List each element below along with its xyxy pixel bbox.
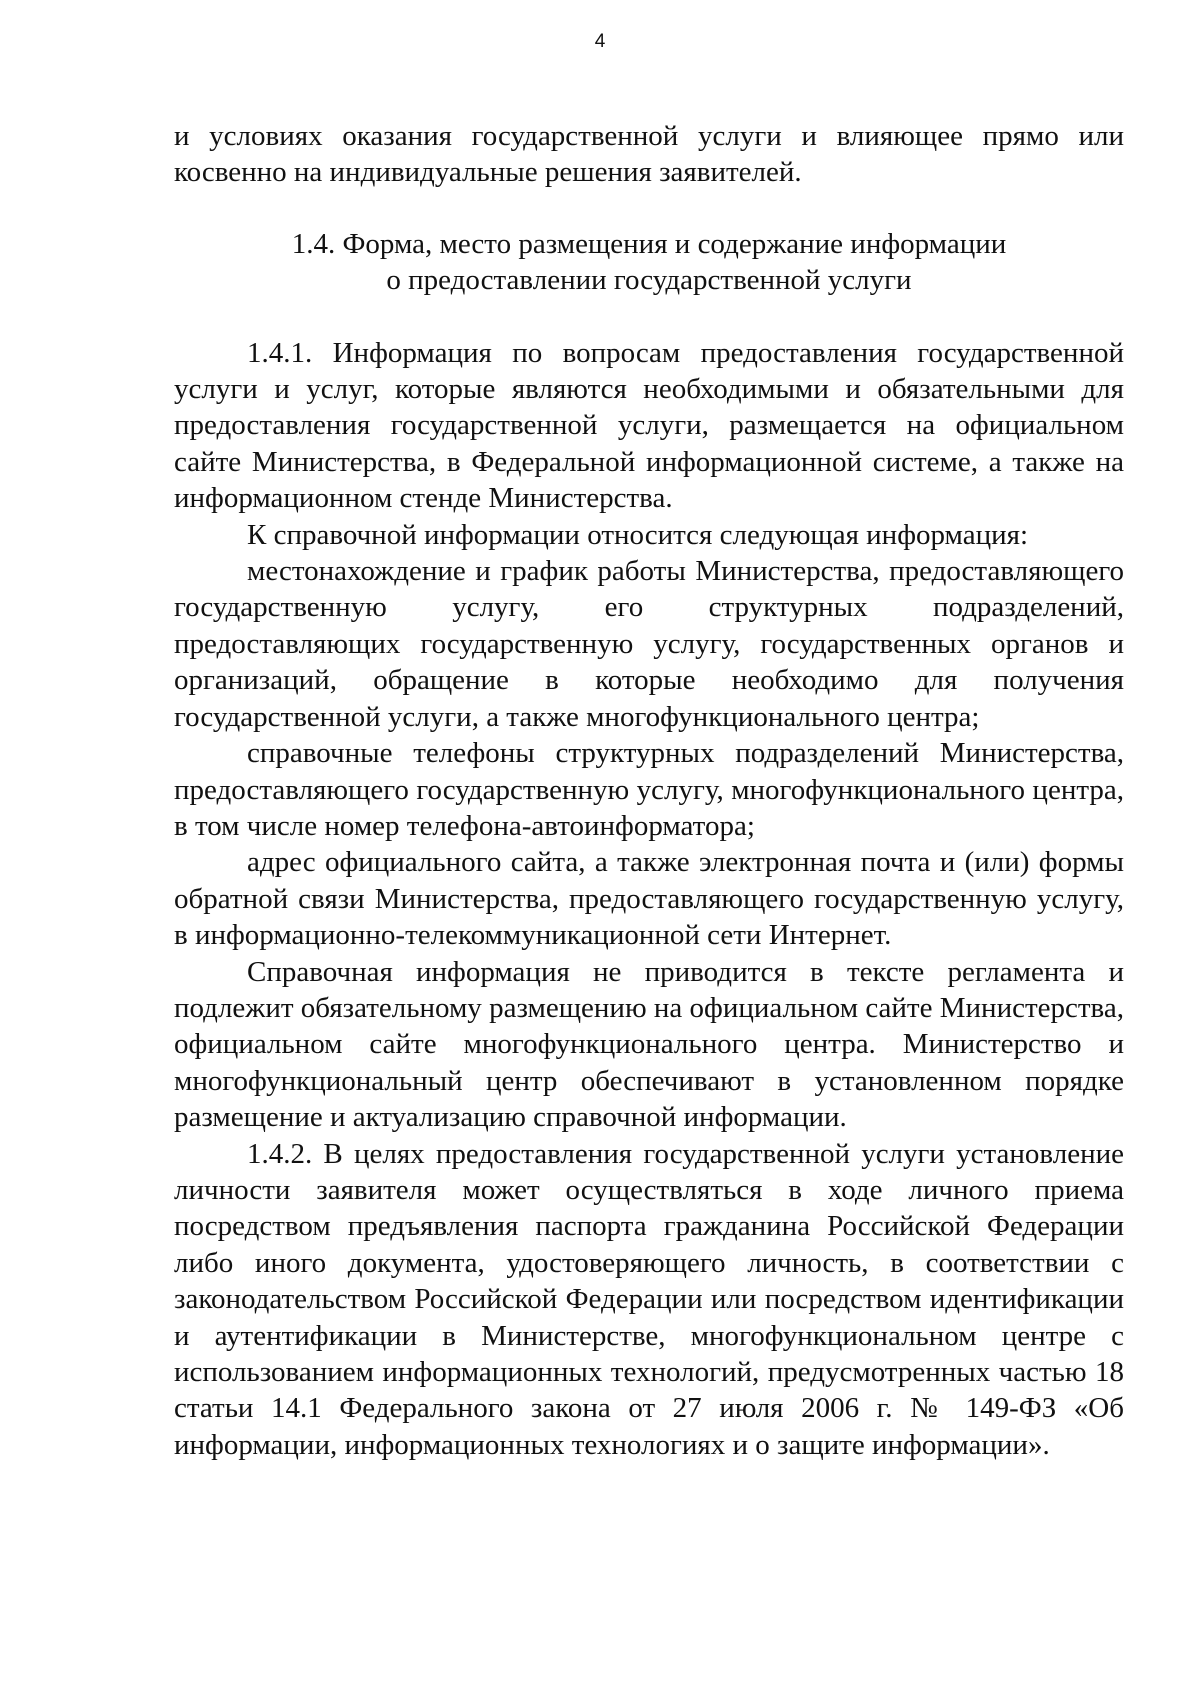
document-body xyxy=(174,118,1124,1463)
section-heading-line-1: 1.4. Форма, место размещения и содержание информации xyxy=(291,227,1007,260)
paragraph-reference-info-intro: К справочной информации относится следующая информация: xyxy=(247,518,1029,551)
page-number: 4 xyxy=(594,31,606,52)
paragraph-reference-phones: справочные телефоны структурных подразделений Министерства, предоставляющего государственную услугу, многофункционального центра, в том числе номер телефона-автоинформатора; xyxy=(174,737,1124,842)
section-heading-line-2: о предоставлении государственной услуги xyxy=(386,264,912,297)
paragraph-website-address: адрес официального сайта, а также электронная почта и (или) формы обратной связи Министерства, предоставляющего государственную услугу, в информационно-телекоммуникационной сети Интернет. xyxy=(174,846,1124,952)
paragraph-1-4-1: 1.4.1. Информация по вопросам предоставления государственной услуги и услуг, которые являются необходимыми и обязательными для предоставления государственной услуги, размещается на официальном сайте Министерства, в Федеральной информационной системе, а также на информационном стенде Министерства. xyxy=(174,336,1124,515)
section-heading xyxy=(174,226,1124,299)
paragraph-reference-placement: Справочная информация не приводится в тексте регламента и подлежит обязательному размещению на официальном сайте Министерства, официальном сайте многофункционального центра. Министерство и многофункциональный центр обеспечивают в установленном порядке размещение и актуализацию справочной информации. xyxy=(174,955,1124,1134)
paragraph-continuation: и условиях оказания государственной услуги и влияющее прямо или косвенно на индивидуальные решения заявителей. xyxy=(174,120,1124,189)
paragraph-location-schedule: местонахождение и график работы Министерства, предоставляющего государственную услугу, его структурных подразделений, предоставляющих государственную услугу, государственных органов и организаций, обращение в которые необходимо для получения государственной услуги, а также многофункционального центра; xyxy=(174,555,1124,733)
paragraph-1-4-2: 1.4.2. В целях предоставления государственной услуги установление личности заявителя может осуществляться в ходе личного приема посредством предъявления паспорта гражданина Российской Федерации либо иного документа, удостоверяющего личность, в соответствии с законодательством Российской Федерации или посредством идентификации и аутентификации в Министерстве, многофункциональном центре с использованием информационных технологий, предусмотренных частью 18 статьи 14.1 Федерального закона от 27 июля 2006 г. № 149-ФЗ «Об информации, информационных технологиях и о защите информации». xyxy=(174,1137,1124,1461)
